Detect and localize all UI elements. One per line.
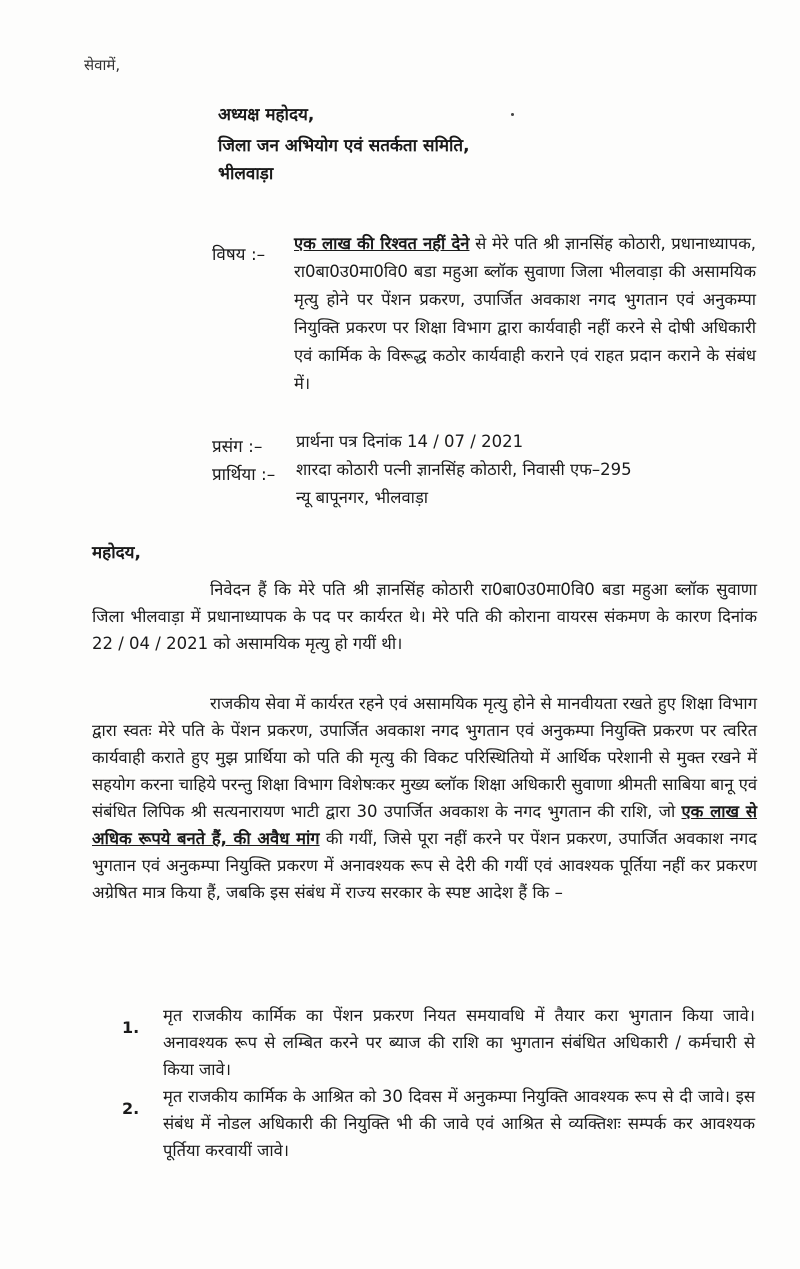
subject-rest: से मेरे पति श्री ज्ञानसिंह कोठारी, प्रधानाध्यापक, रा0बा0उ0मा0वि0 बडा महुआ ब्लॉक सुवाणा जिला भीलवाड़ा की असामयिक मृत्यु होने पर पेंशन प्रकरण, उपार्जित अवकाश नगद भुगतान एवं अनुकम्पा नियुक्ति प्रकरण पर शिक्षा विभाग द्वारा कार्यवाही नहीं करने से दोषी अधिकारी एवं कार्मिक के विरूद्ध कठोर कार्यवाही कराने एवं राहत प्रदान कराने के संबंध में। xyxy=(294,234,756,393)
list-item-1-text: मृत राजकीय कार्मिक का पेंशन प्रकरण नियत समयावधि में तैयार करा भुगतान किया जावे। अनावश्यक रूप से लम्बित करने पर ब्याज की राशि का भुगतान संबंधित अधिकारी / कर्मचारी से किया जावे। xyxy=(163,1006,755,1079)
list-item-2-text: मृत राजकीय कार्मिक के आश्रित को 30 दिवस में अनुकम्पा नियुक्ति आवश्यक रूप से दी जावे। इस संबंध में नोडल अधिकारी की नियुक्ति भी की जावे एवं आश्रित से व्यक्तिशः सम्पर्क कर आवश्यक पूर्तिया करवायीं जावे। xyxy=(163,1087,755,1160)
address-line-2: जिला जन अभियोग एवं सतर्कता समिति, xyxy=(218,136,470,156)
applicant-line-1: शारदा कोठारी पत्नी ज्ञानसिंह कोठारी, निवासी एफ–295 xyxy=(296,460,632,479)
salutation: महोदय, xyxy=(92,543,141,563)
subject-text xyxy=(294,230,756,398)
stray-dot xyxy=(511,113,514,116)
paragraph-1-text: निवेदन हैं कि मेरे पति श्री ज्ञानसिंह कोठारी रा0बा0उ0मा0वि0 बडा महुआ ब्लॉक सुवाणा जिला भीलवाड़ा में प्रधानाध्यापक के पद पर कार्यरत थे। मेरे पति की कोराना वायरस संकमण के कारण दिनांक 22 / 04 / 2021 को असामयिक मृत्यु हो गयीं थी। xyxy=(92,580,757,653)
applicant-label: प्रार्थिया :– xyxy=(212,465,276,485)
subject-highlight: एक लाख की रिश्वत नहीं देने xyxy=(294,234,470,253)
paragraph-2-part1: राजकीय सेवा में कार्यरत रहने एवं असामयिक मृत्यु होने से मानवीयता रखते हुए शिक्षा विभाग द्वारा स्वतः मेरे पति के पेंशन प्रकरण, उपार्जित अवकाश नगद भुगतान एवं अनुकम्पा नियुक्ति प्रकरण पर त्वरित कार्यवाही कराते हुए मुझ प्रार्थिया को पति की मृत्यु की विकट परिस्थितियो में आर्थिक परेशानी से मुक्त रखने में सहयोग करना चाहिये परन्तु शिक्षा विभाग विशेषःकर मुख्य ब्लॉक शिक्षा अधिकारी सुवाणा श्रीमती साबिया बानू एवं संबंधित लिपिक श्री सत्यनारायण भाटी द्वारा 30 उपार्जित अवकाश के नगद भुगतान की राशि, जो xyxy=(92,694,757,821)
paragraph-1 xyxy=(92,576,757,657)
paragraph-2-highlight: एक लाख से अधिक रूपये बनते हैं, की अवैध मांग xyxy=(92,802,757,848)
address-line-3: भीलवाड़ा xyxy=(218,164,274,184)
reference-text: प्रार्थना पत्र दिनांक 14 / 07 / 2021 xyxy=(296,432,524,451)
to-line: सेवामें, xyxy=(84,56,121,74)
applicant-line-2: न्यू बापूनगर, भीलवाड़ा xyxy=(296,488,429,507)
paragraph-2 xyxy=(92,690,757,906)
list-item-2-number: 2. xyxy=(122,1099,140,1118)
address-line-1: अध्यक्ष महोदय, xyxy=(218,105,315,125)
list-item-1-number: 1. xyxy=(122,1018,140,1037)
subject-label: विषय :– xyxy=(212,245,266,265)
paragraph-2-part2: की गयीं, जिसे पूरा नहीं करने पर पेंशन प्रकरण, उपार्जित अवकाश नगद भुगतान एवं अनुकम्पा नियुक्ति प्रकरण में अनावश्यक रूप से देरी की गयीं एवं आवश्यक पूर्तिया नहीं कर प्रकरण अग्रेषित मात्र किया हैं, जबकि इस संबंध में राज्य सरकार के स्पष्ट आदेश हैं कि – xyxy=(92,829,757,902)
reference-label: प्रसंग :– xyxy=(212,437,263,457)
